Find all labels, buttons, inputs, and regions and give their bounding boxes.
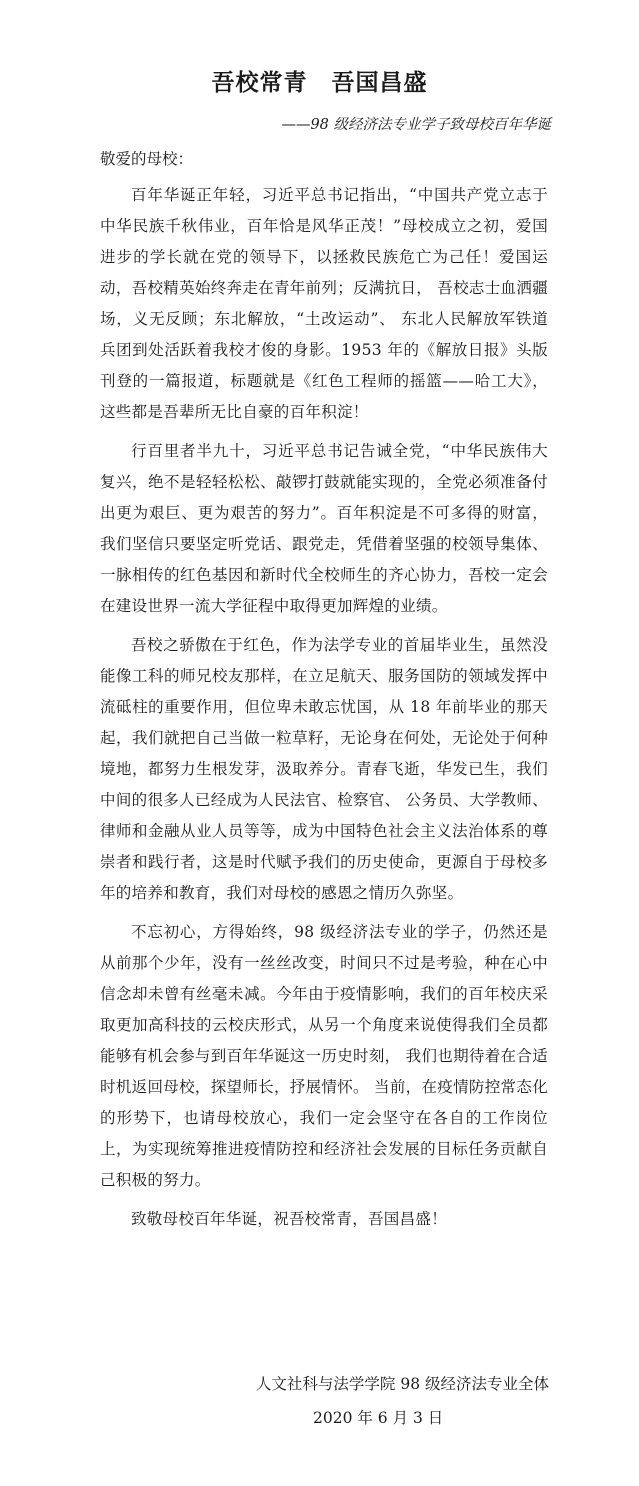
letter-date: 2020 年 6 月 3 日 xyxy=(313,1409,444,1427)
paragraph-1: 百年华诞正年轻，习近平总书记指出，“中国共产党立志于中华民族千秋伟业，百年恰是风华正茂！”母校成立之初，爱国进步的学长就在党的领导下，以拯救民族危亡为己任！爱国运动，吾校精英始终奔走在青年前列；反满抗日， 吾校志士血洒疆场，义无反顾；东北解放，“土改运动”、 东北人民解放军铁道兵团到处活跃着我校才俊的身影。1953 年的《解放日报》头版刊登的一篇报道，标题就是《红色工程师的摇篮——哈工大》，这些都是吾辈所无比自豪的百年积淀！ xyxy=(100,186,548,421)
paragraph-4: 不忘初心，方得始终，98 级经济法专业的学子，仍然还是从前那个少年，没有一丝丝改变，时间只不过是考验，种在心中信念却未曾有丝毫未减。今年由于疫情影响，我们的百年校庆采取更加高科技的云校庆形式，从另一个角度来说使得我们全员都能够有机会参与到百年华诞这一历史时刻， 我们也期待着在合适时机返回母校，探望师长，抒展情怀。 当前，在疫情防控常态化的形势下，也请母校放心，我们一定会坚守在各自的工作岗位上，为实现统筹推进疫情防控和经济社会发展的目标任务贡献自己积极的努力。 xyxy=(100,923,548,1189)
salutation: 敬爱的母校： xyxy=(100,150,194,168)
paragraph-5: 致敬母校百年华诞，祝吾校常青，吾国昌盛！ xyxy=(131,1210,448,1228)
letter-body xyxy=(100,180,548,1243)
paragraph-3: 吾校之骄傲在于红色，作为法学专业的首届毕业生，虽然没能像工科的师兄校友那样，在立足航天、服务国防的领域发挥中流砥柱的重要作用，但位卑未敢忘忧国，从 18 年前毕业的那天起，我们就把自己当做一粒草籽，无论身在何处，无论处于何种境地，都努力生根发芽，汲取养分。青春飞逝，华发已生，我们中间的很多人已经成为人民法官、检察官、 公务员、大学教师、律师和金融从业人员等等，成为中国特色社会主义法治体系的尊崇者和践行者，这是时代赋予我们的历史使命，更源自于母校多年的培养和教育，我们对母校的感恩之情历久弥坚。 xyxy=(100,636,548,902)
letter-subtitle: ——98 级经济法专业学子致母校百年华诞 xyxy=(281,117,551,133)
signature: 人文社科与法学学院 98 级经济法专业全体 xyxy=(255,1375,549,1393)
letter-title: 吾校常青 吾国昌盛 xyxy=(211,69,428,96)
paragraph-2: 行百里者半九十，习近平总书记告诫全党，“中华民族伟大复兴，绝不是轻轻松松、敲锣打鼓就能实现的，全党必须准备付出更为艰巨、更为艰苦的努力”。百年积淀是不可多得的财富，我们坚信只要坚定听党话、跟党走，凭借着坚强的校领导集体、一脉相传的红色基因和新时代全校师生的齐心协力，吾校一定会在建设世界一流大学征程中取得更加辉煌的业绩。 xyxy=(100,442,548,615)
